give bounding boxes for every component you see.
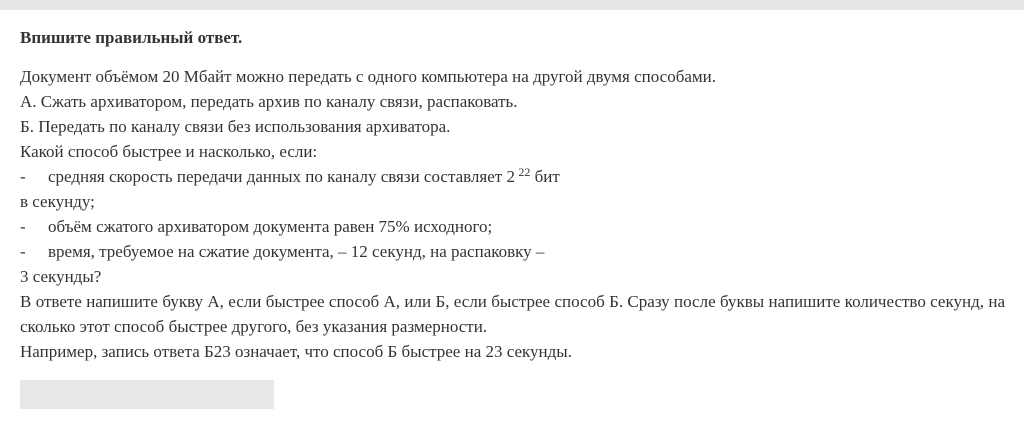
condition-item-speed: [20, 164, 1005, 189]
condition-item-time: [20, 239, 1005, 264]
task-intro: Документ объёмом 20 Мбайт можно передать с одного компьютера на другой двумя способами.: [20, 67, 716, 86]
condition-time-text: время, требуемое на сжатие документа, – 12 секунд, на распаковку –: [48, 242, 545, 261]
bullet-dash: -: [20, 167, 26, 186]
task-title: Впишите правильный ответ.: [20, 28, 243, 47]
bullet-dash: -: [20, 217, 26, 236]
answer-input[interactable]: [20, 380, 274, 409]
condition-speed-text: [48, 164, 560, 189]
condition-speed-pre: средняя скорость передачи данных по каналу связи составляет 2: [48, 167, 515, 186]
condition-speed-continuation: в секунду;: [20, 192, 95, 211]
condition-speed-post: бит: [530, 167, 560, 186]
option-b-text: Б. Передать по каналу связи без использования архиватора.: [20, 117, 451, 136]
top-bar: [0, 0, 1024, 10]
task-question: Какой способ быстрее и насколько, если:: [20, 142, 318, 161]
answer-instruction: В ответе напишите букву А, если быстрее способ А, или Б, если быстрее способ Б. Сразу после буквы напишите количество секунд, на сколько этот способ быстрее другого, без указания размерности.: [20, 292, 1005, 336]
bullet-dash: -: [20, 242, 26, 261]
answer-example: Например, запись ответа Б23 означает, что способ Б быстрее на 23 секунды.: [20, 342, 572, 361]
condition-volume-text: объём сжатого архиватором документа равен 75% исходного;: [48, 217, 493, 236]
exponent: 22: [518, 165, 531, 179]
task-container: [20, 26, 1005, 364]
condition-time-continuation: 3 секунды?: [20, 267, 102, 286]
condition-item-volume: [20, 214, 1005, 239]
option-a-text: А. Сжать архиватором, передать архив по каналу связи, распаковать.: [20, 92, 518, 111]
